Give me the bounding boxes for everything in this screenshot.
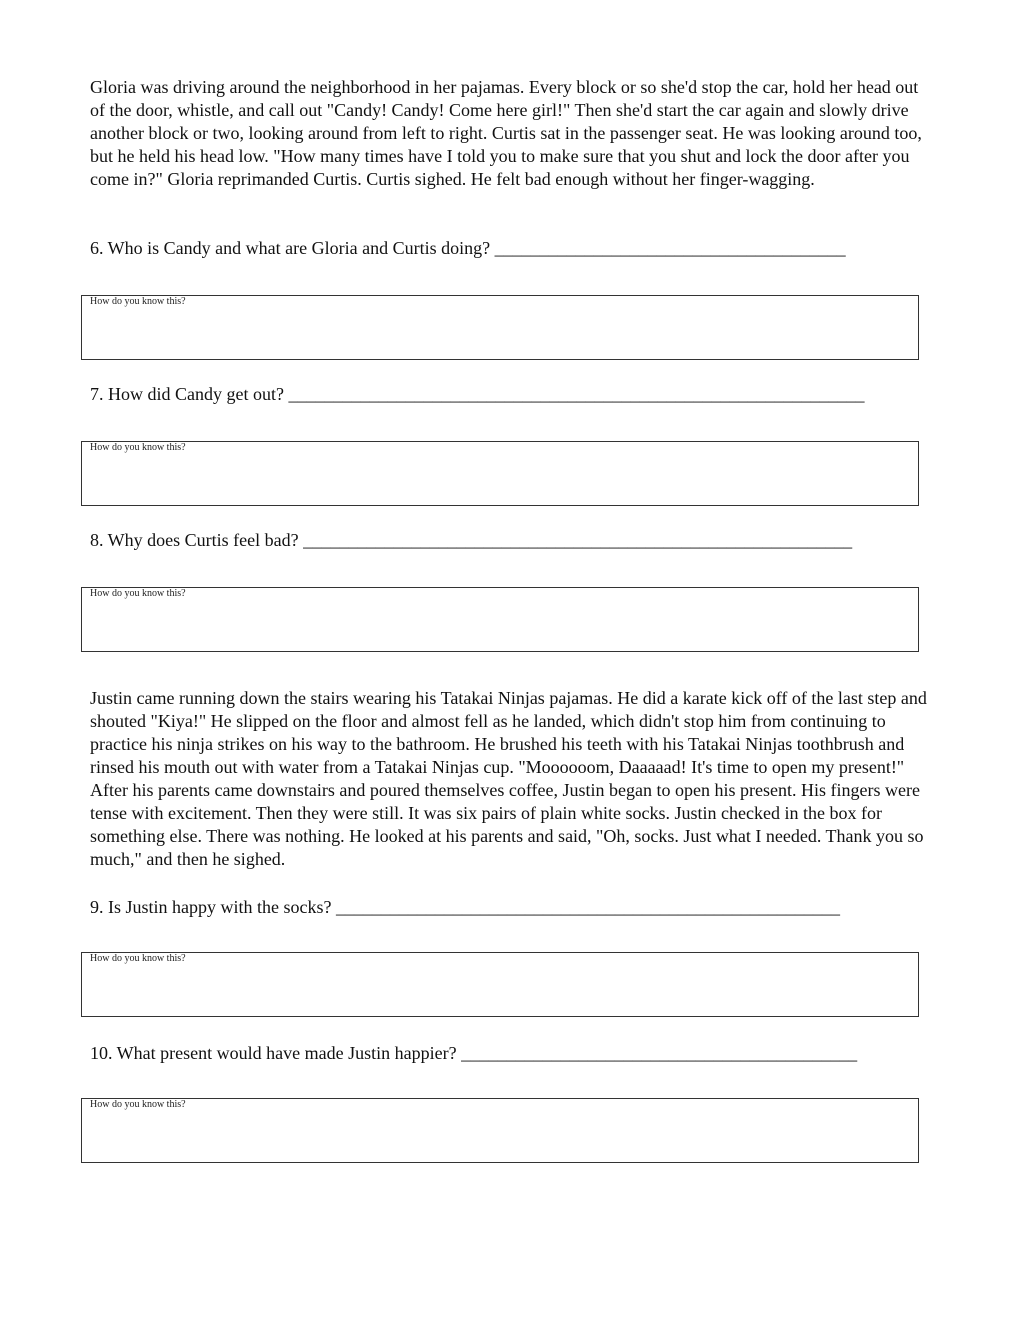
question-10: 10. What present would have made Justin happier? ____________________________________________: [90, 1043, 858, 1063]
answer-box-label: How do you know this?: [90, 442, 186, 453]
answer-box-10[interactable]: [81, 1098, 919, 1163]
answer-box-label: How do you know this?: [90, 1099, 186, 1110]
passage-gloria: Gloria was driving around the neighborhood in her pajamas. Every block or so she'd stop the car, hold her head out of the door, whistle, and call out "Candy! Candy! Come here girl!" Then she'd start the car again and slowly drive another block or two, looking around from left to right. Curtis sat in the passenger seat. He was looking around too, but he held his head low. "How many times have I told you to make sure that you shut and lock the door after you come in?" Gloria reprimanded Curtis. Curtis sighed. He felt bad enough without her finger-wagging.: [90, 77, 922, 189]
passage-justin: Justin came running down the stairs wearing his Tatakai Ninjas pajamas. He did a karate kick off of the last step and shouted "Kiya!" He slipped on the floor and almost fell as he landed, which didn't stop him from continuing to practice his ninja strikes on his way to the bathroom. He brushed his teeth with his Tatakai Ninjas toothbrush and rinsed his mouth out with water from a Tatakai Ninjas cup. "Moooooom, Daaaaad! It's time to open my present!" After his parents came downstairs and poured themselves coffee, Justin began to open his present. His fingers were tense with excitement. Then they were still. It was six pairs of plain white socks. Justin checked in the box for something else. There was nothing. He looked at his parents and said, "Oh, socks. Just what I needed. Thank you so much," and then he sighed.: [90, 688, 927, 869]
question-6: 6. Who is Candy and what are Gloria and Curtis doing? _______________________________________: [90, 238, 846, 258]
answer-box-6[interactable]: [81, 295, 919, 360]
answer-box-9[interactable]: [81, 952, 919, 1017]
question-8: 8. Why does Curtis feel bad? _____________________________________________________________: [90, 530, 853, 550]
question-7: 7. How did Candy get out? ________________________________________________________________: [90, 384, 865, 404]
answer-box-label: How do you know this?: [90, 296, 186, 307]
answer-box-7[interactable]: [81, 441, 919, 506]
question-9: 9. Is Justin happy with the socks? ________________________________________________________: [90, 897, 840, 917]
answer-box-label: How do you know this?: [90, 953, 186, 964]
answer-box-8[interactable]: [81, 587, 919, 652]
answer-box-label: How do you know this?: [90, 588, 186, 599]
